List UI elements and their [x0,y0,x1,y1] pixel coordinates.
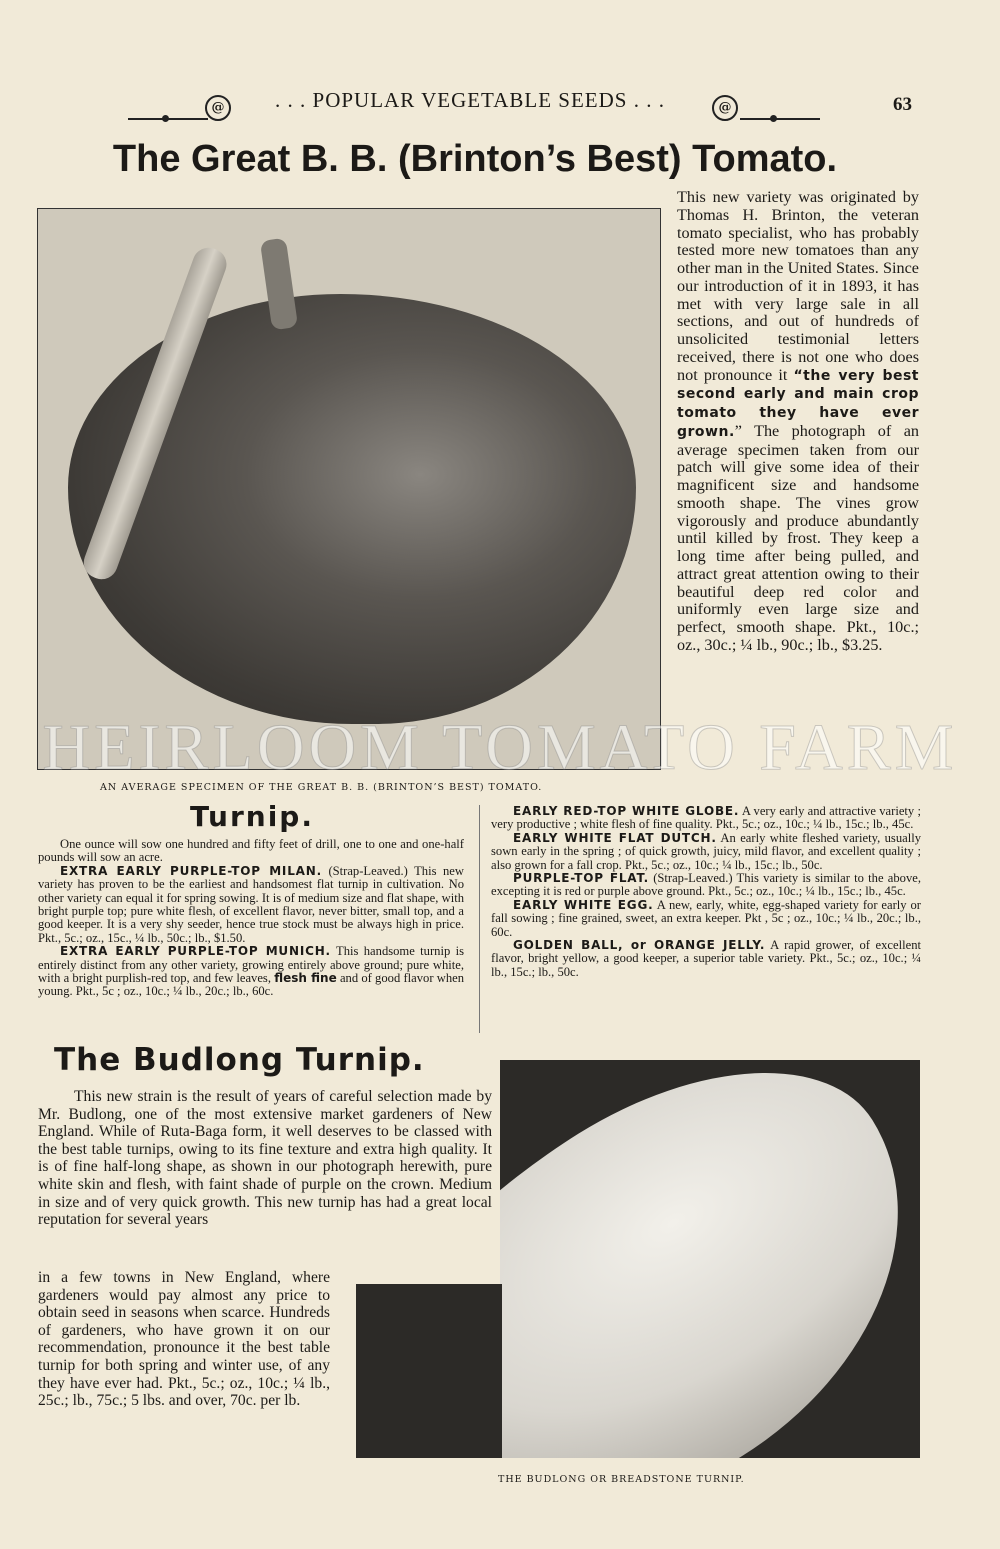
running-header-title: . . . POPULAR VEGETABLE SEEDS . . . [275,88,665,112]
swirl-ornament-icon: @ [205,95,231,121]
header-rule-right [740,118,820,120]
watermark: HEIRLOOM TOMATO FARM [42,711,958,784]
page-number: 63 [893,94,912,115]
tomato-photo [37,208,661,770]
turnip-intro: One ounce will sow one hundred and fifty feet of drill, one to one and one-half pounds will sow an acre. [38,837,464,865]
tomato-highlight: “the very best second early and main crop tomato they have ever grown. [677,367,919,440]
turnip-munich-entry: EXTRA EARLY PURPLE-TOP MUNICH. This handsome turnip is entirely distinct from any other variety, growing entirely above ground; pure white, with a bright purplish-red top, and few leaves, flesh fine and of good flavor when young. Pkt., 5c ; oz., 10c.; ¼ lb., 20c.; lb., 60c. [38,944,464,999]
turnip-root-shape [500,1060,920,1458]
budlong-title: The Budlong Turnip. [54,1042,425,1078]
tomato-title: The Great B. B. (Brinton’s Best) Tomato. [112,138,838,180]
turnip-right-column [491,805,921,979]
turnip-dutch-entry: EARLY WHITE FLAT DUTCH. An early white fleshed variety, usually sown early in the spring ; of quick growth, juicy, mild flavor, and excellent quality ; also grown for a fall crop. Pkt., 5c.; oz., 10c.; ¼ lb., 15c.; lb., 50c. [491,830,922,872]
turnip-milan-entry: EXTRA EARLY PURPLE-TOP MILAN. (Strap-Leaved.) This new variety has proven to be the earliest and handsomest flat turnip in cultivation. No other variety can equal it for spring sowing. It is of medium size and flat shape, with bright purple top; pure white flesh, of excellent flavor, never bitter, small top, and a good keeper. It is a very shy seeder, hence true stock must be always high in price. Pkt., 5c.; oz., 15c., ¼ lb., 50c.; lb., $1.50. [38,863,464,945]
budlong-caption: THE BUDLONG OR BREADSTONE TURNIP. [498,1474,745,1485]
header-ornament-dot [162,115,169,122]
tomato-fruit-shape [68,294,636,724]
turnip-left-column [38,838,464,999]
turnip-ball-entry: GOLDEN BALL, or ORANGE JELLY. A rapid grower, of excellent flavor, bright yellow, a good keeper, a superior table variety. Pkt., 5c.; oz., 10c.; ¼ lb., 15c.; lb., 50c. [491,938,921,979]
budlong-turnip-photo [500,1060,920,1458]
budlong-description-bottom: in a few towns in New England, where gardeners would pay almost any price to obtain seed in seasons when scarce. Hundreds of gardeners, who have grown it on our recommendation, pronounce it the best table turnip for both spring and winter use, of any they have ever had. Pkt., 5c.; oz., 10c.; ¼ lb., 25c.; lb., 75c.; 5 lbs. and over, 70c. per lb. [38,1269,330,1410]
turnip-photo-lower-extension [356,1284,502,1458]
budlong-description-top: This new strain is the result of years of careful selection made by Mr. Budlong, one of the most extensive market gardeners of New England. While of Ruta-Baga form, it well deserves to be classed with the best table turnips, owing to its fine texture and extra high quality. It is of fine half-long shape, as shown in our photograph herewith, pure white skin and flesh, with faint shade of purple on the crown. Medium in size and of very quick growth. This new turnip has had a great local reputation for several years [38,1088,492,1229]
column-divider [479,805,480,1033]
turnip-egg-entry: EARLY WHITE EGG. A new, early, white, egg-shaped variety for early or fall sowing ; fine grained, sweet, an extra keeper. Pkt , 5c ; oz., 10c.; ¼ lb., 20c.; lb., 60c. [491,897,921,939]
tomato-caption: AN AVERAGE SPECIMEN OF THE GREAT B. B. (BRINTON’S BEST) TOMATO. [100,782,543,793]
tomato-description: This new variety was originated by Thomas H. Brinton, the veteran tomato specialist, who has probably tested more new tomatoes than any other man in the United States. Since our introduction of it in 1893, it has met with very large sale in all sections, and out of hundreds of unsolicited testimonial letters received, there is not one who does not pronounce it “the very best second early and main crop tomato they have ever grown.” The photograph of an average specimen taken from our patch will give some idea of their magnificent size and handsome smooth shape. The vines grow vigorously and produce abundantly until killed by frost. They keep a long time after being pulled, and attract great attention owing to their beautiful deep red color and uniformly even large size and perfect, smooth shape. Pkt., 10c.; oz., 30c.; ¼ lb., 90c.; lb., $3.25. [677,188,919,654]
turnip-globe-entry: EARLY RED-TOP WHITE GLOBE. A very early and attractive variety ; very productive ; white flesh of fine quality. Pkt., 5c.; oz., 10c.; ¼ lb., 15c.; lb., 45c. [491,804,921,832]
turnip-title: Turnip. [190,800,314,833]
swirl-ornament-icon: @ [712,95,738,121]
turnip-flat-entry: PURPLE-TOP FLAT. (Strap-Leaved.) This variety is similar to the above, excepting it is red or purple above ground. Pkt., 5c.; oz., 10c.; ¼ lb., 15c.; lb., 45c. [491,871,921,899]
